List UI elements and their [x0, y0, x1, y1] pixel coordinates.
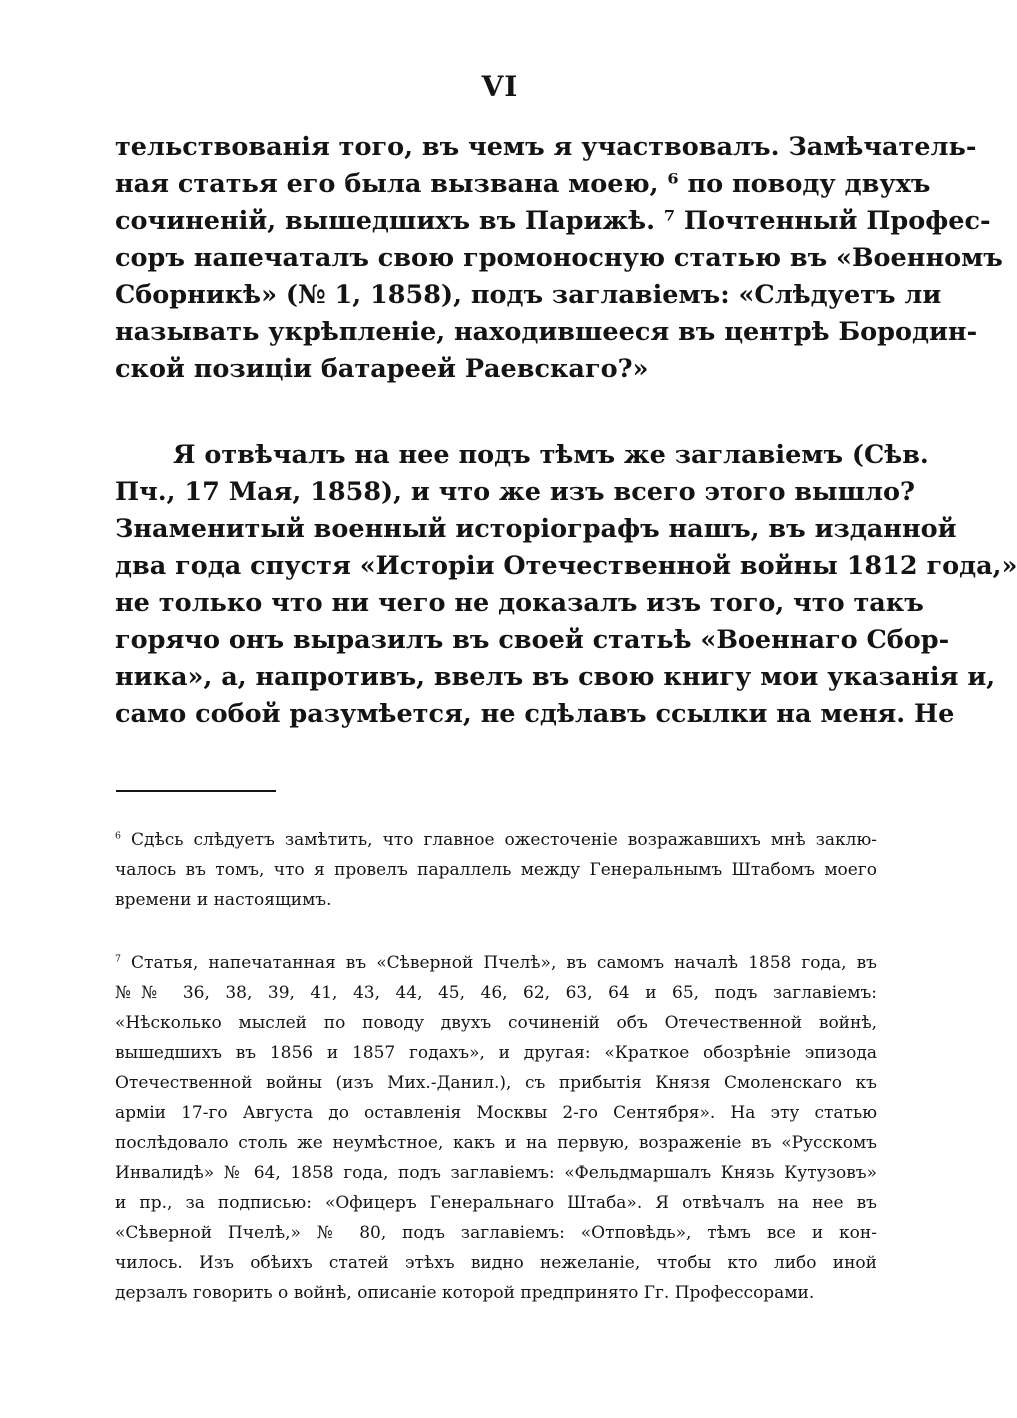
paragraph-continuation	[115, 129, 1003, 388]
footnote-line: №№ 36, 38, 39, 41, 43, 44, 45, 46, 62, 63, 64 и 65, подъ заглавіемъ:	[115, 983, 877, 1003]
text-line: Я отвѣчалъ на нее подъ тѣмъ же заглавіемъ (Сѣв.	[173, 440, 929, 470]
footnote-line: «Нѣсколько мыслей по поводу двухъ сочиненій объ Отечественной войнѣ,	[115, 1013, 877, 1033]
footnote-line: арміи 17-го Августа до оставленія Москвы 2-го Сентября». На эту статью	[115, 1103, 877, 1123]
footnote-text: Сдѣсь слѣдуетъ замѣтить, что главное ожесточеніе возражавшихъ мнѣ заклю-	[130, 830, 877, 850]
text-line: Знаменитый военный исторіографъ нашъ, въ изданной	[115, 514, 957, 544]
footnote-line: «Сѣверной Пчелѣ,» № 80, подъ заглавіемъ: «Отповѣдь», тѣмъ все и кон-	[115, 1223, 877, 1243]
text-line: ная статья его была вызвана моею, ⁶ по поводу двухъ	[115, 169, 931, 199]
text-line: не только что ни чего не доказалъ изъ того, что такъ	[115, 588, 924, 618]
footnote-line: Отечественной войны (изъ Мих.-Данил.), съ прибытія Князя Смоленскаго къ	[115, 1073, 877, 1093]
footnote-marker: 6	[115, 830, 121, 842]
footnote-line: времени и настоящимъ.	[115, 890, 332, 910]
footnote-line	[115, 825, 877, 855]
footnote-line: чалось въ томъ, что я провелъ параллель между Генеральнымъ Штабомъ моего	[115, 860, 877, 880]
footnote-line	[115, 948, 877, 978]
footnote-6	[115, 825, 877, 915]
footnote-divider	[116, 790, 276, 792]
footnote-line: вышедшихъ въ 1856 и 1857 годахъ», и другая: «Краткое обозрѣніе эпизода	[115, 1043, 877, 1063]
text-line: сочиненій, вышедшихъ въ Парижѣ. ⁷ Почтенный Профес-	[115, 206, 991, 236]
page-number: VI	[481, 70, 519, 103]
footnote-line: дерзалъ говорить о войнѣ, описаніе которой предпринято Гг. Профессорами.	[115, 1283, 815, 1303]
paragraph-reply	[115, 437, 1017, 733]
footnote-line: чилось. Изъ обѣихъ статей этѣхъ видно нежеланіе, чтобы кто либо иной	[115, 1253, 877, 1273]
text-line: ника», а, напротивъ, ввелъ въ свою книгу мои указанія и,	[115, 662, 996, 692]
text-line: Сборникѣ» (№ 1, 1858), подъ заглавіемъ: «Слѣдуетъ ли	[115, 280, 942, 310]
footnote-7	[115, 948, 877, 1308]
text-line: соръ напечаталъ свою громоносную статью въ «Военномъ	[115, 243, 1003, 273]
text-line: тельствованія того, въ чемъ я участвовалъ. Замѣчатель-	[115, 132, 977, 162]
text-line: называть укрѣпленіе, находившееся въ центрѣ Бородин-	[115, 317, 978, 347]
footnote-text: Статья, напечатанная въ «Сѣверной Пчелѣ», въ самомъ началѣ 1858 года, въ	[131, 953, 877, 973]
text-line: горячо онъ выразилъ въ своей статьѣ «Военнаго Сбор-	[115, 625, 950, 655]
text-line: само собой разумѣется, не сдѣлавъ ссылки на меня. Не	[115, 699, 955, 729]
text-line: два года спустя «Исторіи Отечественной войны 1812 года,»	[115, 551, 1017, 581]
text-line: ской позиціи батареей Раевскаго?»	[115, 354, 649, 384]
footnote-line: и пр., за подписью: «Офицеръ Генеральнаго Штаба». Я отвѣчалъ на нее въ	[115, 1193, 877, 1213]
footnote-marker: 7	[115, 953, 121, 965]
footnote-line: Инвалидѣ» № 64, 1858 года, подъ заглавіемъ: «Фельдмаршалъ Князь Кутузовъ»	[115, 1163, 877, 1183]
footnote-line: послѣдовало столь же неумѣстное, какъ и на первую, возраженіе въ «Русскомъ	[115, 1133, 877, 1153]
text-line: Пч., 17 Мая, 1858), и что же изъ всего этого вышло?	[115, 477, 915, 507]
